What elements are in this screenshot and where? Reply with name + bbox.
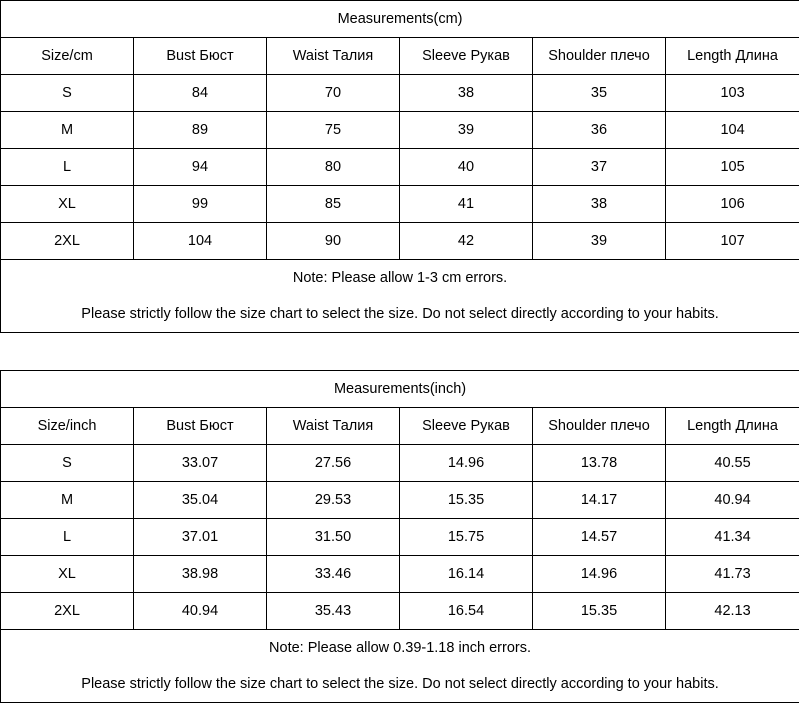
size-cell: S [1,445,134,482]
table-cell: 40.94 [666,482,799,519]
table-cell: 105 [666,149,799,186]
table-cell: 16.14 [400,556,533,593]
table-row [1,593,799,630]
table-row [1,556,799,593]
table-cell: 35.43 [267,593,400,630]
column-header: Length Длина [666,38,799,75]
table-cell: 84 [134,75,267,112]
column-header: Shoulder плечо [533,38,666,75]
table-cell: 103 [666,75,799,112]
table-cell: 85 [267,186,400,223]
table-cell: 15.35 [533,593,666,630]
table-row [1,519,799,556]
table-cell: 14.96 [400,445,533,482]
column-header: Sleeve Рукав [400,408,533,445]
header-row [1,408,799,445]
table-cell: 36 [533,112,666,149]
table-row [1,149,799,186]
table-cell: 41 [400,186,533,223]
table-cell: 70 [267,75,400,112]
size-chart-cm [0,0,799,333]
table-title: Measurements(inch) [1,371,799,408]
table-cell: 94 [134,149,267,186]
table-cell: 80 [267,149,400,186]
instruction-row [1,666,799,703]
table-row [1,186,799,223]
table-row [1,223,799,260]
table-cell: 40 [400,149,533,186]
table-cell: 38.98 [134,556,267,593]
header-row [1,38,799,75]
size-cell: S [1,75,134,112]
table-cell: 40.55 [666,445,799,482]
table-cell: 89 [134,112,267,149]
size-instruction: Please strictly follow the size chart to select the size. Do not select directly according to your habits. [1,296,799,333]
table-cell: 42.13 [666,593,799,630]
column-header: Size/inch [1,408,134,445]
column-header: Shoulder плечо [533,408,666,445]
table-cell: 13.78 [533,445,666,482]
table-row [1,445,799,482]
error-note: Note: Please allow 1-3 cm errors. [1,260,799,297]
table-cell: 40.94 [134,593,267,630]
table-cell: 104 [666,112,799,149]
table-cell: 41.34 [666,519,799,556]
table-cell: 38 [533,186,666,223]
column-header: Bust Бюст [134,408,267,445]
table-cell: 33.46 [267,556,400,593]
table-cell: 75 [267,112,400,149]
table-cell: 39 [533,223,666,260]
table-cell: 27.56 [267,445,400,482]
table-row [1,482,799,519]
instruction-row [1,296,799,333]
column-header: Length Длина [666,408,799,445]
size-cell: M [1,112,134,149]
table-cell: 14.57 [533,519,666,556]
table-cell: 33.07 [134,445,267,482]
table-cell: 35 [533,75,666,112]
size-cell: XL [1,556,134,593]
error-note: Note: Please allow 0.39-1.18 inch errors. [1,630,799,667]
table-cell: 31.50 [267,519,400,556]
table-cell: 104 [134,223,267,260]
table-cell: 16.54 [400,593,533,630]
column-header: Sleeve Рукав [400,38,533,75]
title-row [1,1,799,38]
title-row [1,371,799,408]
table-row [1,75,799,112]
table-row [1,112,799,149]
note-row [1,260,799,297]
table-cell: 90 [267,223,400,260]
table-title: Measurements(cm) [1,1,799,38]
table-cell: 29.53 [267,482,400,519]
table-cell: 14.96 [533,556,666,593]
table-cell: 15.75 [400,519,533,556]
size-cell: M [1,482,134,519]
table-cell: 107 [666,223,799,260]
table-cell: 38 [400,75,533,112]
column-header: Bust Бюст [134,38,267,75]
table-cell: 14.17 [533,482,666,519]
table-cell: 41.73 [666,556,799,593]
size-cell: XL [1,186,134,223]
size-instruction: Please strictly follow the size chart to select the size. Do not select directly according to your habits. [1,666,799,703]
table-cell: 37.01 [134,519,267,556]
table-cell: 35.04 [134,482,267,519]
table-cell: 99 [134,186,267,223]
size-cell: L [1,149,134,186]
size-chart-inch [0,370,799,703]
table-cell: 39 [400,112,533,149]
size-cell: L [1,519,134,556]
column-header: Waist Талия [267,38,400,75]
size-cell: 2XL [1,223,134,260]
note-row [1,630,799,667]
size-cell: 2XL [1,593,134,630]
column-header: Waist Талия [267,408,400,445]
table-cell: 106 [666,186,799,223]
column-header: Size/cm [1,38,134,75]
table-cell: 37 [533,149,666,186]
table-cell: 15.35 [400,482,533,519]
table-cell: 42 [400,223,533,260]
